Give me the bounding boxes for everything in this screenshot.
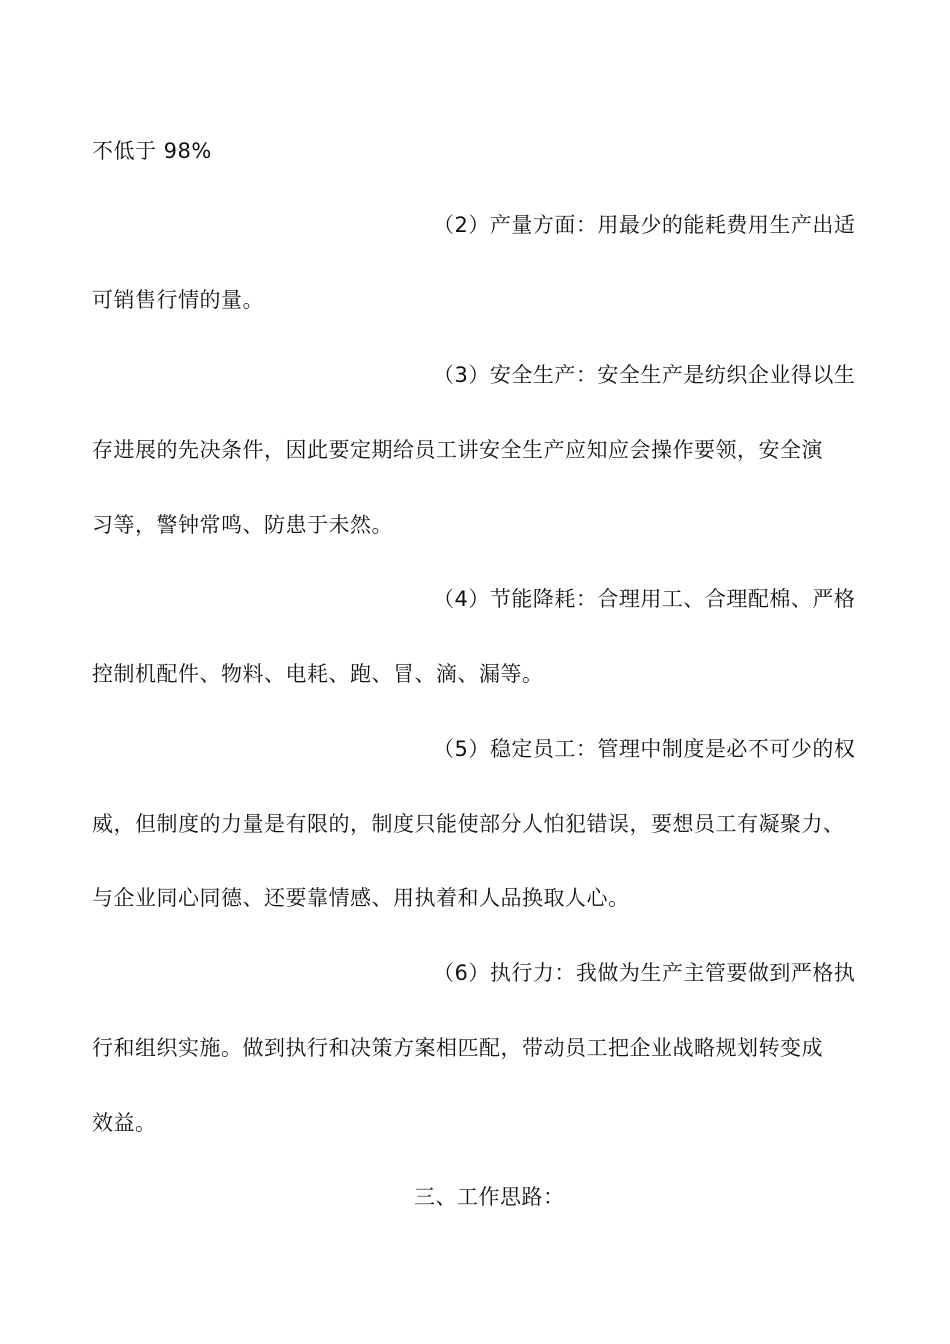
item-6-execution-continuation-1: 行和组织实施。做到执行和决策方案相匹配，带动员工把企业战略规划转变成 [92, 1036, 823, 1060]
text-line-quality-tail: 不低于 98% [92, 139, 212, 163]
item-2-output-heading: （2）产量方面：用最少的能耗费用生产出适 [433, 213, 856, 237]
item-3-safety-continuation-1: 存进展的先决条件，因此要定期给员工讲安全生产应知应会操作要领，安全演 [92, 438, 823, 462]
item-4-energy-continuation: 控制机配件、物料、电耗、跑、冒、滴、漏等。 [92, 662, 544, 686]
item-2-output-continuation: 可销售行情的量。 [92, 288, 264, 312]
item-4-energy-heading: （4）节能降耗：合理用工、合理配棉、严格 [433, 587, 856, 611]
item-5-staff-continuation-1: 威，但制度的力量是有限的，制度只能使部分人怕犯错误，要想员工有凝聚力、 [92, 812, 845, 836]
item-3-safety-continuation-2: 习等，警钟常鸣、防患于未然。 [92, 513, 393, 537]
item-6-execution-continuation-2: 效益。 [92, 1111, 157, 1135]
item-5-staff-heading: （5）稳定员工：管理中制度是必不可少的权 [433, 737, 856, 761]
section-3-heading: 三、工作思路： [414, 1185, 565, 1209]
item-3-safety-heading: （3）安全生产：安全生产是纺织企业得以生 [433, 363, 856, 387]
item-6-execution-heading: （6）执行力：我做为生产主管要做到严格执 [433, 961, 856, 985]
item-5-staff-continuation-2: 与企业同心同德、还要靠情感、用执着和人品换取人心。 [92, 886, 630, 910]
